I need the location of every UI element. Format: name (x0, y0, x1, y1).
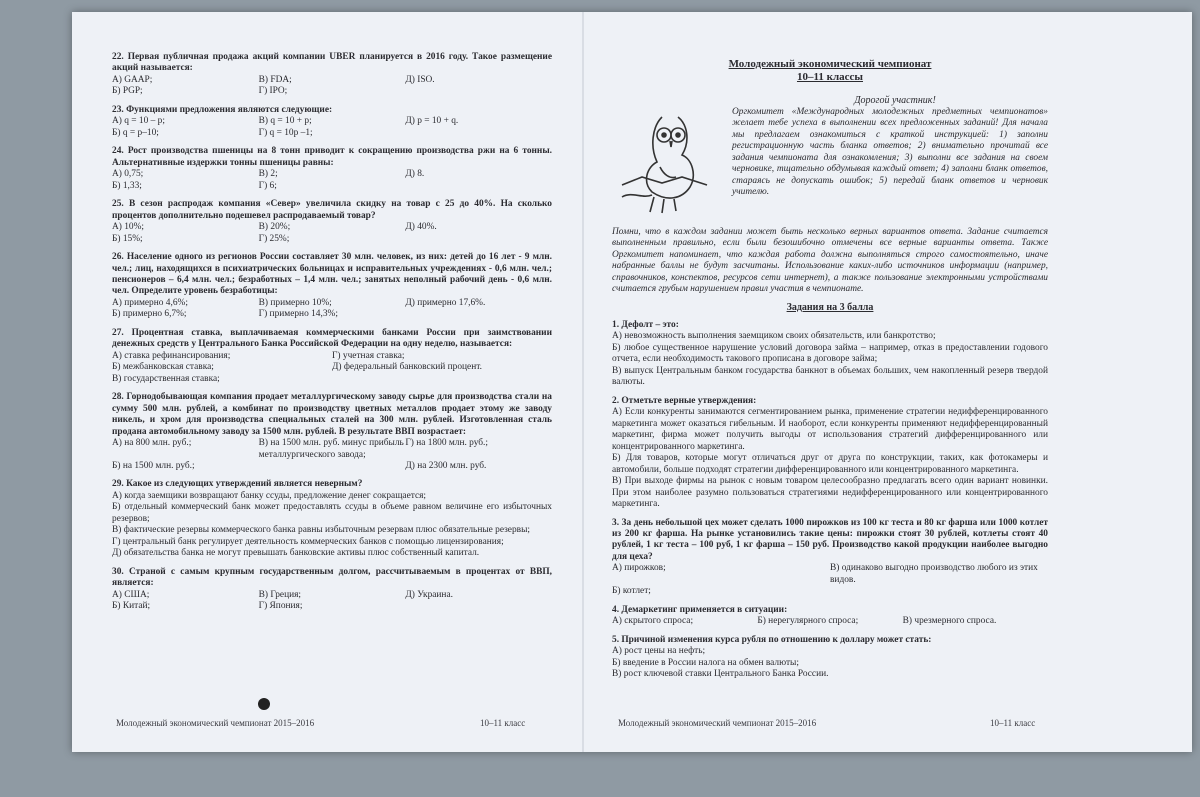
answer-option: А) ставка рефинансирования; (112, 350, 231, 361)
answer-option: В) примерно 10%; (258, 297, 332, 308)
left-footer-title: Молодежный экономический чемпионат 2015–2016 (116, 718, 315, 728)
question-r4 (612, 605, 1048, 628)
answer-option: Б) отдельный коммерческий банк может предоставлять ссуды в объеме равном величине его избыточных резервов; (112, 502, 552, 524)
greeting: Дорогой участник! (854, 94, 936, 106)
answer-option: Г) Япония; (258, 601, 303, 612)
answer-row (112, 86, 552, 97)
answer-row (112, 169, 552, 180)
answer-option: Д) 8. (405, 169, 425, 180)
question-text: 26. Население одного из регионов России составляет 30 млн. человек, из них: детей до 16 лет - 9 млн. чел.; лиц, находящихся в психиатрических больницах и исправительных учреждениях - 0,6 млн. чел.; пенсионеров – 6,4 млн. чел.; безработных – 1,4 млн. чел.; занятых неполный рабочий день - 0,6 млн. чел. Определите уровень безработицы: (112, 252, 552, 297)
question-text: 28. Горнодобывающая компания продает металлургическому заводу сырье для производства стали на сумму 500 млн. рублей, а комбинат по производству цветных металлов продает этому же заводу никель, и хром для производства специальных сталей на 300 млн. рублей. Изготовленная сталь продана автомобильному заводу за 1500 млн. рублей. В результате ВВП возрастает: (112, 392, 552, 437)
answer-option: Б) PGP; (112, 86, 143, 97)
answer-option: В) 2; (258, 169, 278, 180)
answer-option (830, 586, 1048, 597)
question-text: 5. Причиной изменения курса рубля по отношению к доллару может стать: (612, 634, 932, 645)
question-q29 (112, 479, 552, 559)
question-r5 (612, 635, 1048, 681)
answer-option: В) выпуск Центральным банком государства банкнот в объемах больших, чем накопленный резерв твердой валюты. (612, 365, 1048, 388)
answer-row (112, 181, 552, 192)
question-text: 4. Демаркетинг применяется в ситуации: (612, 604, 788, 615)
answer-option: Г) 6; (258, 180, 277, 191)
answer-row (612, 586, 1048, 597)
championship-title: Молодежный экономический чемпионат (728, 58, 932, 70)
intro-text: Оргкомитет «Международных молодежных предметных чемпионатов» желает тебе успеха в выполнении всех предложенных заданий! Для начала мы предлагаем ознакомиться с краткой инструкцией: 1) заполни регистрационную часть бланка ответов; 2) внимательно прочитай все задания чемпионата для ознакомления; 3) выполни все задания на своем черновике, тщательно обдумывая каждый ответ; 4) заполни бланк ответов, стараясь не допускать ошибок; 5) передай бланк ответов и черновик учителю. (732, 107, 1048, 198)
answer-option: В) При выходе фирмы на рынок с новым товаром целесообразно предлагать всего один вариант новинки. При этом наиболее разумно пользоваться стратегиями недифференцированного или концентрированного маркетинга. (612, 476, 1048, 510)
answer-option: Д) обязательства банка не могут превышать банковские активы плюс собственный капитал. (112, 548, 480, 559)
question-q30 (112, 567, 552, 613)
answer-row (612, 563, 1048, 586)
question-q22 (112, 52, 552, 98)
question-text: 30. Страной с самым крупным государственным долгом, рассчитываемым в процентах от ВВП, является: (112, 566, 552, 589)
question-text: 2. Отметьте верные утверждения: (612, 395, 757, 406)
answer-option: А) пирожков; (612, 563, 666, 574)
answer-option: Г) q = 10p –1; (258, 127, 313, 138)
answer-option: А) рост цены на нефть; (612, 646, 706, 657)
answer-row (112, 590, 552, 601)
answer-row (112, 438, 552, 461)
answer-option: А) невозможность выполнения заемщиком своих обязательств, или банкротство; (612, 331, 936, 342)
answer-option (405, 601, 552, 612)
answer-row (112, 75, 552, 86)
answer-option: Г) 25%; (258, 233, 290, 244)
right-footer-grade: 10–11 класс (990, 718, 1036, 728)
left-footer-grade: 10–11 класс (480, 718, 526, 728)
answer-option: А) США; (112, 589, 150, 600)
answer-option: А) q = 10 – p; (112, 116, 165, 127)
answer-option: А) GAAP; (112, 74, 153, 85)
answer-row (112, 362, 552, 373)
answer-option: Д) примерно 17,6%. (405, 297, 486, 308)
answer-option: А) на 800 млн. руб.; (112, 438, 192, 449)
punch-hole (258, 698, 270, 710)
answer-option: В) FDA; (258, 74, 292, 85)
answer-option: Г) IPO; (258, 86, 288, 97)
answer-option: Д) федеральный банковский процент. (332, 362, 482, 373)
answer-row (112, 309, 552, 320)
answer-option: Б) на 1500 млн. руб.; (112, 461, 195, 471)
answer-option: Б) котлет; (612, 586, 651, 597)
question-text: 22. Первая публичная продажа акций компании UBER планируется в 2016 году. Такое размещение акций называется: (112, 52, 552, 74)
answer-row (112, 601, 552, 612)
answer-option (332, 374, 552, 385)
answer-row (112, 374, 552, 385)
answer-option (405, 309, 552, 320)
question-text: 29. Какое из следующих утверждений является неверным? (112, 479, 363, 490)
answer-option: Б) Для товаров, которые могут отличаться друг от друга по конструкции, таких, как фотокамеры и автомобили, больше подходят стратегии дифференцированного или концентрированного маркетинга. (612, 453, 1048, 475)
grade-title: 10–11 классы (796, 71, 863, 84)
answer-option: Г) на 1800 млн. руб.; (405, 438, 489, 449)
answer-option: В) государственная ставка; (112, 373, 220, 384)
answer-row (612, 616, 1048, 627)
answer-option: В) рост ключевой ставки Центрального Банка России. (612, 669, 829, 680)
intro-box (612, 107, 1048, 227)
answer-option: В) Греция; (258, 589, 302, 600)
question-text: 25. В сезон распродаж компания «Север» увеличила скидку на товар с 25 до 40%. На сколько процентов дополнительно подешевел распродаваемый товар? (112, 199, 552, 221)
question-q26 (112, 252, 552, 321)
answer-option: А) 10%; (112, 222, 145, 233)
answer-option: Б) введение в России налога на обмен валюты; (612, 657, 799, 668)
answer-option: В) одинаково выгодно производство любого из этих видов. (830, 563, 1038, 585)
question-text: 3. За день небольшой цех может сделать 1000 пирожков из 100 кг теста и 80 кг фарша или 1000 котлет из 200 кг фарша. На рынке установились такие цены: пирожки стоят 30 рублей, котлеты стоят 40 рублей, 1 кг теста – 100 руб, 1 кг фарша – 150 руб. Производство какой продукции наиболее выгодно для цеха? (612, 517, 1048, 562)
answer-option: А) скрытого спроса; (612, 616, 694, 627)
question-q25 (112, 199, 552, 245)
page-fold (582, 12, 584, 752)
answer-option (259, 461, 406, 472)
left-questions (112, 52, 552, 613)
answer-row (112, 461, 552, 472)
answer-option: Г) примерно 14,3%; (258, 309, 338, 320)
question-q27 (112, 328, 552, 385)
answer-option (405, 234, 552, 245)
question-r1 (612, 320, 1048, 389)
answer-row (112, 128, 552, 139)
answer-option: Б) 15%; (112, 233, 143, 244)
left-page (112, 52, 552, 620)
answer-row (112, 222, 552, 233)
answer-option: В) q = 10 + p; (258, 116, 312, 127)
answer-option: А) 0,75; (112, 169, 144, 180)
question-text: 23. Функциями предложения являются следующие: (112, 104, 333, 115)
question-r3 (612, 518, 1048, 598)
right-page (612, 58, 1048, 688)
answer-option (405, 86, 552, 97)
question-q24 (112, 146, 552, 192)
right-footer-title: Молодежный экономический чемпионат 2015–2016 (618, 718, 817, 728)
intro-rules-text: Помни, что в каждом задании может быть несколько верных вариантов ответа. Задание считается выполненным правильно, если были безошибочно отмечены все верные варианты ответа. Также Оргкомитет напоминает, что каждая работа должна выполняться строго самостоятельно, иначе набранные баллы не будут засчитаны. Использование каких-либо источников информации (например, справочников, конспектов, ресурсов сети интернет), а также пользование электронными устройствами считается грубым нарушением правил участия в чемпионате. (612, 227, 1048, 295)
right-questions (612, 320, 1048, 681)
answer-option: А) Если конкуренты занимаются сегментированием рынка, применение стратегии недифференцированного маркетинга может оказаться гибельным. И наоборот, если конкуренты применяют недифференцированный маркетинг, фирма может получить выгоды от использования стратегий дифференцированного или концентрированного маркетинга. (612, 407, 1048, 452)
answer-option: Б) межбанковская ставка; (112, 362, 214, 373)
answer-option: Б) нерегулярного спроса; (757, 616, 859, 627)
answer-row (112, 116, 552, 127)
answer-option (405, 181, 552, 192)
question-text: 1. Дефолт – это: (612, 320, 679, 330)
answer-option: Д) на 2300 млн. руб. (405, 461, 487, 471)
answer-option: Д) 40%. (405, 222, 437, 233)
section-title: Задания на 3 балла (786, 301, 874, 313)
answer-option: Б) 1,33; (112, 180, 142, 191)
answer-option: А) примерно 4,6%; (112, 297, 188, 308)
answer-option: Г) центральный банк регулирует деятельность коммерческих банков с помощью лицензирования; (112, 536, 504, 547)
answer-option: Б) q = p–10; (112, 127, 159, 138)
answer-row (112, 298, 552, 309)
question-q28 (112, 392, 552, 472)
owl-icon (612, 107, 732, 227)
answer-option: В) чрезмерного спроса. (902, 616, 997, 627)
answer-option: Г) учетная ставка; (332, 350, 405, 361)
answer-option: В) фактические резервы коммерческого банка равны избыточным резервам плюс обязательные резервы; (112, 525, 530, 536)
question-r2 (612, 396, 1048, 511)
answer-option: В) 20%; (258, 222, 291, 233)
answer-option: Д) ISO. (405, 74, 435, 85)
answer-option: Д) Украина. (405, 589, 453, 600)
answer-option: Д) p = 10 + q. (405, 116, 459, 127)
answer-option: Б) Китай; (112, 601, 151, 612)
answer-option: Б) любое существенное нарушение условий договора займа – например, отказ в предоставлении годового отчета, если необходимость такового прописана в договоре займа; (612, 342, 1048, 365)
question-text: 27. Процентная ставка, выплачиваемая коммерческими банками России при заимствовании денежных средств у Центрального Банка Российской Федерации на одну неделю, называется: (112, 327, 552, 350)
answer-row (112, 351, 552, 362)
answer-option: А) когда заемщики возвращают банку ссуды, предложение денег сокращается; (112, 490, 427, 501)
answer-option: Б) примерно 6,7%; (112, 309, 187, 320)
answer-row (112, 234, 552, 245)
answer-option: В) на 1500 млн. руб. минус прибыль металлургического завода; (258, 438, 404, 460)
answer-option (405, 128, 552, 139)
question-q23 (112, 105, 552, 139)
question-text: 24. Рост производства пшеницы на 8 тонн приводит к сокращению производства ржи на 6 тонны. Альтернативные издержки тонны пшеницы равны: (112, 146, 552, 168)
